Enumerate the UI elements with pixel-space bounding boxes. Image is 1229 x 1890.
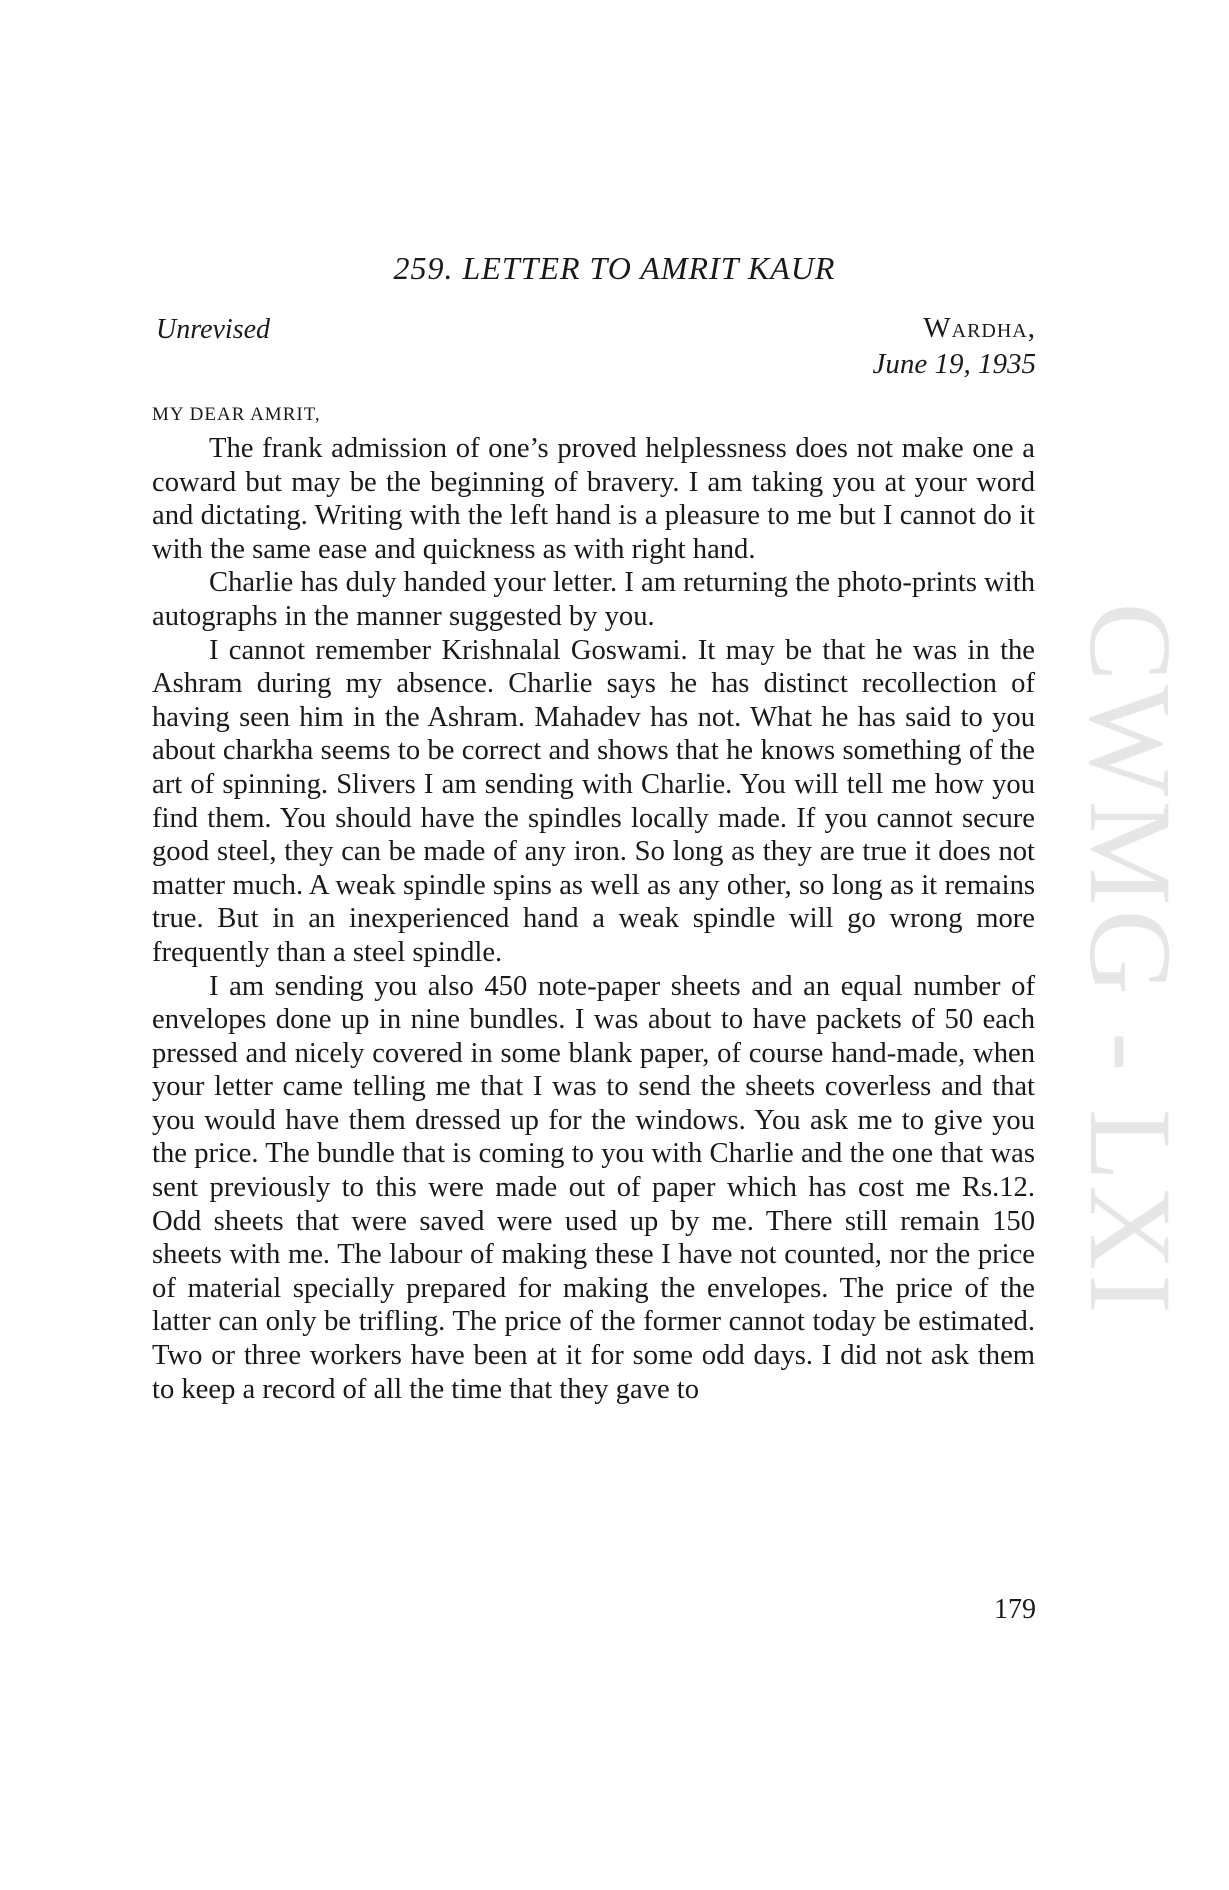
letter-date: June 19, 1935 bbox=[872, 348, 1036, 380]
letter-place: Wardha, bbox=[923, 312, 1036, 344]
paragraph-4: I am sending you also 450 note-paper sheets and an equal number of envelopes done up in nine bundles. I was about to have packets of 50 each pressed and nicely covered in some blank paper, of course hand-made, when your letter came telling me that I was to send the sheets coverless and that you would have them dressed up for the windows. You ask me to give you the price. The bundle that is coming to you with Charlie and the one that was sent previously to this were made out of paper which has cost me Rs.12. Odd sheets that were saved were used up by me. There still remain 150 sheets with me. The labour of making these I have not counted, nor the price of material specially prepared for making the envelopes. The price of the latter can only be trifling. The price of the former cannot today be estimated. Two or three workers have been at it for some odd days. I did not ask them to keep a record of all the time that they gave to bbox=[152, 970, 1035, 1405]
watermark-text: CWMG - LXI bbox=[1065, 602, 1196, 1318]
paragraph-2: Charlie has duly handed your letter. I am returning the photo-prints with autographs in the manner suggested by you. bbox=[152, 567, 1035, 632]
unrevised-note: Unrevised bbox=[156, 314, 271, 345]
watermark bbox=[1060, 510, 1200, 1410]
letter-body bbox=[152, 432, 1035, 1406]
paragraph-3: I cannot remember Krishnalal Goswami. It may be that he was in the Ashram during my absence. Charlie says he has distinct recollection of having seen him in the Ashram. Mahadev has not. What he has said to you about charkha seems to be correct and shows that he knows something of the art of spinning. Slivers I am sending with Charlie. You will tell me how you find them. You should have the spindles locally made. If you cannot secure good steel, they can be made of any iron. So long as they are true it does not matter much. A weak spindle spins as well as any other, so long as it remains true. But in an inexperienced hand a weak spindle will go wrong more frequently than a steel spindle. bbox=[152, 634, 1035, 968]
paragraph-1: The frank admission of one’s proved helplessness does not make one a coward but may be the beginning of bravery. I am taking you at your word and dictating. Writing with the left hand is a pleasure to me but I cannot do it with the same ease and quickness as with right hand. bbox=[152, 433, 1035, 565]
letter-title: 259. LETTER TO AMRIT KAUR bbox=[393, 250, 836, 286]
page-number: 179 bbox=[994, 1594, 1036, 1625]
salutation: MY DEAR AMRIT, bbox=[152, 404, 321, 425]
